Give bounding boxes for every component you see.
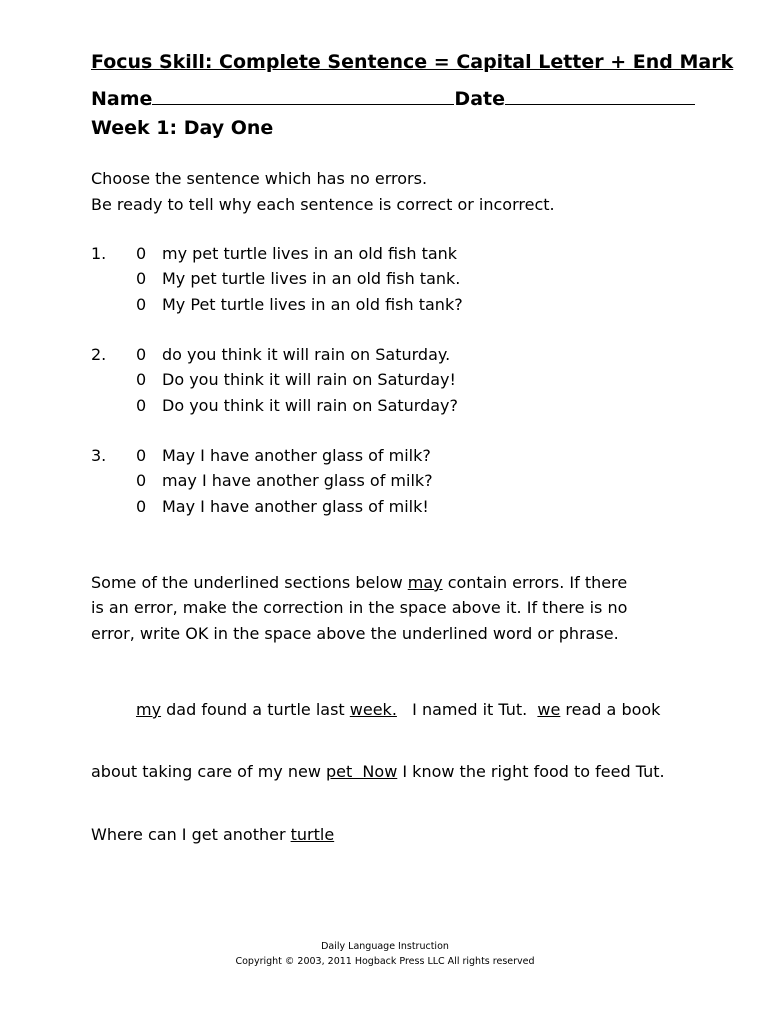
answer-option: My Pet turtle lives in an old fish tank?: [162, 295, 463, 314]
answer-bubble[interactable]: 0: [136, 269, 147, 288]
name-blank-line[interactable]: [152, 88, 454, 105]
answer-bubble[interactable]: 0: [136, 244, 147, 263]
week-day-heading: Week 1: Day One: [91, 117, 274, 139]
answer-bubble[interactable]: 0: [136, 471, 147, 490]
footer-copyright: Copyright © 2003, 2011 Hogback Press LLC All rights reserved: [235, 956, 535, 967]
editable-phrase[interactable]: we: [537, 700, 561, 719]
editable-phrase[interactable]: my: [136, 700, 162, 719]
editable-phrase[interactable]: pet Now: [325, 762, 398, 781]
editable-phrase[interactable]: turtle: [290, 825, 335, 844]
editing-instruction-line-3: error, write OK in the space above the underlined word or phrase.: [91, 624, 619, 643]
answer-option: May I have another glass of milk?: [162, 446, 431, 465]
footer-title: Daily Language Instruction: [321, 941, 449, 952]
text-segment: dad found a turtle last: [161, 700, 350, 719]
answer-bubble[interactable]: 0: [136, 497, 147, 516]
answer-bubble[interactable]: 0: [136, 370, 147, 389]
question-number: 3.: [91, 446, 107, 465]
text-segment: about taking care of my new: [91, 762, 326, 781]
underlined-may: may: [407, 573, 443, 592]
answer-option: may I have another glass of milk?: [162, 471, 433, 490]
answer-option: do you think it will rain on Saturday.: [162, 345, 451, 364]
date-blank-line[interactable]: [505, 88, 695, 105]
answer-bubble[interactable]: 0: [136, 345, 147, 364]
answer-option: Do you think it will rain on Saturday!: [162, 370, 456, 389]
name-date-row: [91, 88, 695, 110]
answer-option: Do you think it will rain on Saturday?: [162, 396, 459, 415]
question-number: 2.: [91, 345, 107, 364]
editable-phrase[interactable]: week.: [349, 700, 397, 719]
text-segment: contain errors. If there: [442, 573, 628, 592]
passage-line-3: [91, 825, 334, 844]
editing-instruction-line-2: is an error, make the correction in the space above it. If there is no: [91, 598, 628, 617]
answer-option: May I have another glass of milk!: [162, 497, 429, 516]
editing-instruction-line-1: [91, 573, 627, 592]
passage-line-1: [136, 700, 660, 719]
instruction-line-2: Be ready to tell why each sentence is correct or incorrect.: [91, 195, 555, 214]
answer-option: my pet turtle lives in an old fish tank: [162, 244, 458, 263]
passage-line-2: [91, 762, 665, 781]
answer-bubble[interactable]: 0: [136, 396, 147, 415]
page-title: Focus Skill: Complete Sentence = Capital Letter + End Mark: [91, 51, 734, 73]
name-label: Name: [91, 88, 153, 110]
text-segment: Some of the underlined sections below: [91, 573, 408, 592]
text-segment: read a book: [560, 700, 661, 719]
answer-bubble[interactable]: 0: [136, 446, 147, 465]
instruction-line-1: Choose the sentence which has no errors.: [91, 169, 428, 188]
answer-option: My pet turtle lives in an old fish tank.: [162, 269, 461, 288]
text-segment: I named it Tut.: [396, 700, 538, 719]
text-segment: I know the right food to feed Tut.: [397, 762, 665, 781]
answer-bubble[interactable]: 0: [136, 295, 147, 314]
date-label: Date: [454, 88, 505, 110]
text-segment: Where can I get another: [91, 825, 291, 844]
question-number: 1.: [91, 244, 107, 263]
